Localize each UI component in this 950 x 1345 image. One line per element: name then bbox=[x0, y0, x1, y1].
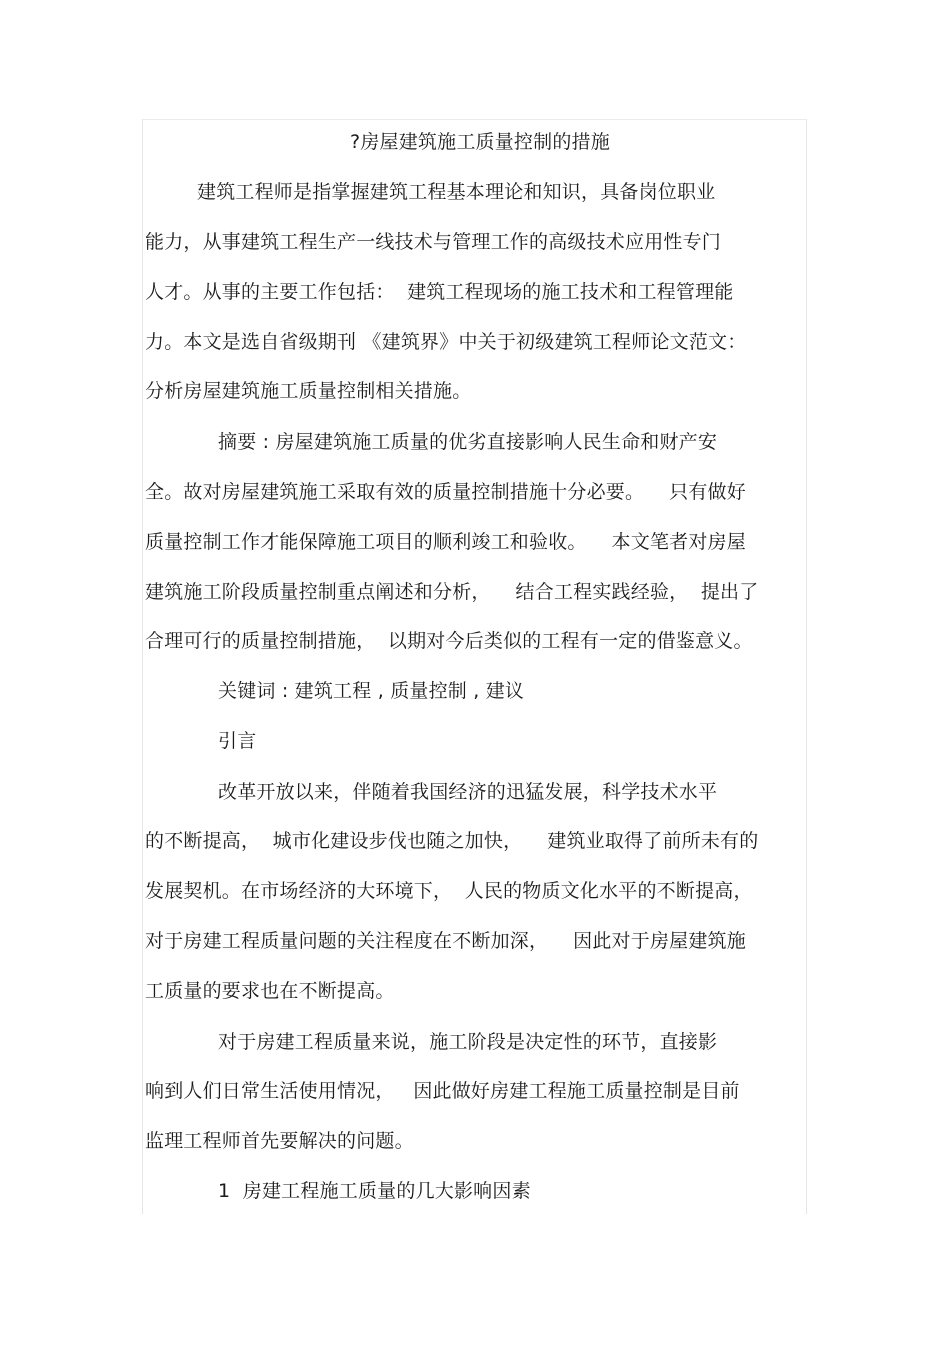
paragraph-line: 监理工程师首先要解决的问题。 bbox=[145, 1130, 414, 1152]
abstract-line: 合理可行的质量控制措施， 以期对今后类似的工程有一定的借鉴意义。 bbox=[145, 630, 753, 652]
abstract-line: 质量控制工作才能保障施工项目的顺利竣工和验收。 本文笔者对房屋 bbox=[145, 531, 746, 553]
document-title: ?房屋建筑施工质量控制的措施 bbox=[350, 131, 610, 153]
paragraph-line: 响到人们日常生活使用情况， 因此做好房建工程施工质量控制是目前 bbox=[145, 1080, 740, 1102]
paragraph-line: 的不断提高， 城市化建设步伐也随之加快， 建筑业取得了前所未有的 bbox=[145, 830, 759, 852]
abstract-line: 全。故对房屋建筑施工采取有效的质量控制措施十分必要。 只有做好 bbox=[145, 481, 746, 503]
paragraph-line: 改革开放以来，伴随着我国经济的迅猛发展，科学技术水平 bbox=[218, 781, 718, 803]
paragraph-line: 力。本文是选自省级期刊 《建筑界》中关于初级建筑工程师论文范文： bbox=[145, 331, 747, 353]
abstract-line: 建筑施工阶段质量控制重点阐述和分析， 结合工程实践经验， 提出了 bbox=[145, 581, 759, 603]
section-heading-1: 1 房建工程施工质量的几大影响因素 bbox=[218, 1180, 531, 1202]
section-heading-intro: 引言 bbox=[218, 730, 257, 752]
paragraph-line: 工质量的要求也在不断提高。 bbox=[145, 980, 395, 1002]
paragraph-line: 人才。从事的主要工作包括： 建筑工程现场的施工技术和工程管理能 bbox=[145, 281, 734, 303]
paragraph-line: 对于房建工程质量来说，施工阶段是决定性的环节，直接影 bbox=[218, 1031, 718, 1053]
keywords-line: 关键词 : 建筑工程 , 质量控制 , 建议 bbox=[218, 680, 525, 702]
abstract-line: 摘要 : 房屋建筑施工质量的优劣直接影响人民生命和财产安 bbox=[218, 431, 718, 453]
paragraph-line: 分析房屋建筑施工质量控制相关措施。 bbox=[145, 380, 472, 402]
paragraph-line: 对于房建工程质量问题的关注程度在不断加深， 因此对于房屋建筑施 bbox=[145, 930, 746, 952]
paragraph-line: 发展契机。在市场经济的大环境下， 人民的物质文化水平的不断提高， bbox=[145, 880, 753, 902]
paragraph-line: 能力，从事建筑工程生产一线技术与管理工作的高级技术应用性专门 bbox=[145, 231, 722, 253]
paragraph-line: 建筑工程师是指掌握建筑工程基本理论和知识，具备岗位职业 bbox=[197, 181, 716, 203]
